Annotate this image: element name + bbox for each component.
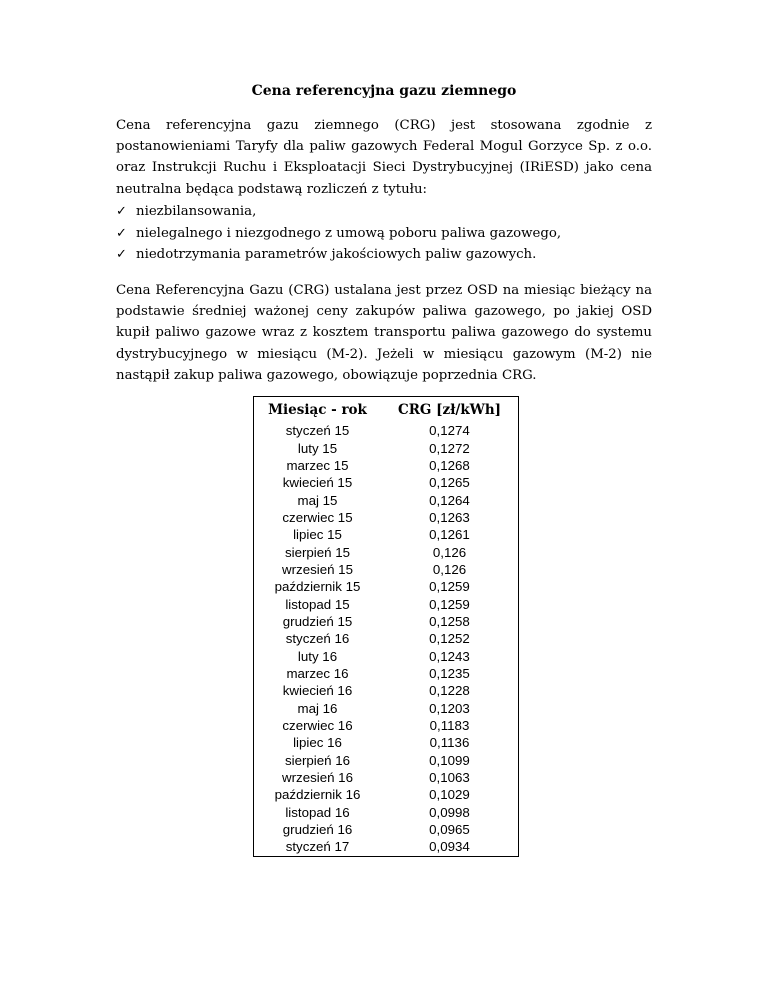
document-title: Cena referencyjna gazu ziemnego [251,83,517,99]
month-year-cell: październik 15 [274,579,361,595]
crg-price-cell: 0,1203 [429,700,470,716]
table-row [254,491,519,508]
check-mark-icon: ✓ [116,247,127,262]
month-year-cell: lipiec 16 [293,735,342,751]
crg-price-cell: 0,1252 [429,631,470,647]
table-row [254,422,519,439]
month-year-cell: marzec 16 [286,665,349,681]
month-year-cell: maj 15 [297,492,338,508]
month-year-cell: wrzesień 16 [282,770,353,786]
table-row [254,543,519,560]
table-row [254,700,519,717]
table-row [254,804,519,821]
crg-price-cell: 0,1263 [429,509,470,525]
crg-price-cell: 0,1099 [429,752,470,768]
crg-price-cell: 0,1274 [429,423,470,439]
crg-price-cell: 0,1264 [429,492,470,508]
month-year-cell: kwiecień 15 [282,475,353,491]
table-row [254,457,519,474]
month-year-cell: styczeń 16 [285,631,350,647]
crg-price-cell: 0,0965 [429,822,470,838]
table-row [254,595,519,612]
table-row [254,474,519,491]
month-year-cell: luty 15 [297,440,338,456]
month-year-header: Miesiąc - rok [268,401,367,418]
month-year-cell: maj 16 [297,700,338,716]
checklist-item-text: niedotrzymania parametrów jakościowych paliw gazowych. [136,247,537,262]
month-year-cell: kwiecień 16 [282,683,353,699]
month-year-cell: sierpień 15 [284,544,351,560]
table-row [254,769,519,786]
checklist-item-text: nielegalnego i niezgodnego z umową poboru paliwa gazowego, [136,225,562,241]
checklist-item [116,201,561,223]
checklist-item-text: niezbilansowania, [136,204,257,219]
month-year-cell: lipiec 15 [293,527,342,543]
crg-price-cell: 0,1265 [429,475,470,491]
crg-price-cell: 0,1243 [429,648,470,664]
crg-price-cell: 0,1272 [429,440,470,456]
table-row [254,613,519,630]
table-row [254,717,519,734]
month-year-cell: czerwiec 15 [282,509,353,525]
month-year-cell: sierpień 16 [284,752,351,768]
table-row [254,647,519,664]
month-year-cell: wrzesień 15 [282,561,353,577]
crg-price-cell: 0,126 [432,544,467,560]
month-year-cell: luty 16 [297,648,338,664]
crg-price-cell: 0,126 [432,561,467,577]
crg-price-cell: 0,1259 [429,579,470,595]
crg-description-paragraph: Cena Referencyjna Gazu (CRG) ustalana jest przez OSD na miesiąc bieżący na podstawie średniej ważonej ceny zakupów paliwa gazowego, po jakiej OSD kupił paliwo gazowe wraz z kosztem transportu paliwa gazowego do systemu dystrybucyjnego w miesiącu (M-2). Jeżeli w miesiącu gazowym (M-2) nie nastąpił zakup paliwa gazowego, obowiązuje poprzednia CRG. [116,283,652,383]
checklist-item [116,223,561,245]
table-row [254,561,519,578]
table-row [254,439,519,456]
table-row [254,630,519,647]
checklist-item [116,244,561,266]
table-row [254,786,519,803]
month-year-cell: styczeń 17 [285,839,350,855]
crg-price-header: CRG [zł/kWh] [397,401,502,418]
table-row [254,578,519,595]
crg-price-table [253,396,519,857]
month-year-cell: listopad 16 [285,804,350,820]
crg-price-cell: 0,1268 [429,457,470,473]
month-year-cell: marzec 15 [286,457,349,473]
crg-price-cell: 0,1063 [429,770,470,786]
month-year-cell: czerwiec 16 [282,718,353,734]
table-row [254,821,519,838]
table-row [254,526,519,543]
crg-price-cell: 0,1235 [429,665,470,681]
table-row [254,734,519,751]
month-year-cell: grudzień 16 [282,822,353,838]
month-year-cell: styczeń 15 [285,423,350,439]
crg-price-cell: 0,1261 [429,527,470,543]
crg-price-cell: 0,1228 [429,683,470,699]
table-row [254,752,519,769]
table-row [254,509,519,526]
table-body [254,422,519,856]
check-mark-icon: ✓ [116,225,127,241]
check-mark-icon: ✓ [116,204,127,219]
crg-price-cell: 0,0998 [429,804,470,820]
month-year-cell: październik 16 [274,787,361,803]
crg-price-cell: 0,1258 [429,613,470,629]
table-row [254,682,519,699]
crg-price-cell: 0,1183 [429,718,470,734]
crg-price-cell: 0,0934 [429,839,470,855]
settlement-checklist [116,201,561,266]
table-header-row [254,397,519,423]
crg-price-cell: 0,1136 [429,735,470,751]
intro-paragraph: Cena referencyjna gazu ziemnego (CRG) jest stosowana zgodnie z postanowieniami Taryfy dla paliw gazowych Federal Mogul Gorzyce Sp. z o.o. oraz Instrukcji Ruchu i Eksploatacji Sieci Dystrybucyjnej (IRiESD) jako cena neutralna będąca podstawą rozliczeń z tytułu: [116,118,652,197]
crg-price-cell: 0,1259 [429,596,470,612]
month-year-cell: grudzień 15 [282,613,353,629]
month-year-cell: listopad 15 [285,596,350,612]
crg-price-cell: 0,1029 [429,787,470,803]
table-row [254,838,519,856]
table-row [254,665,519,682]
